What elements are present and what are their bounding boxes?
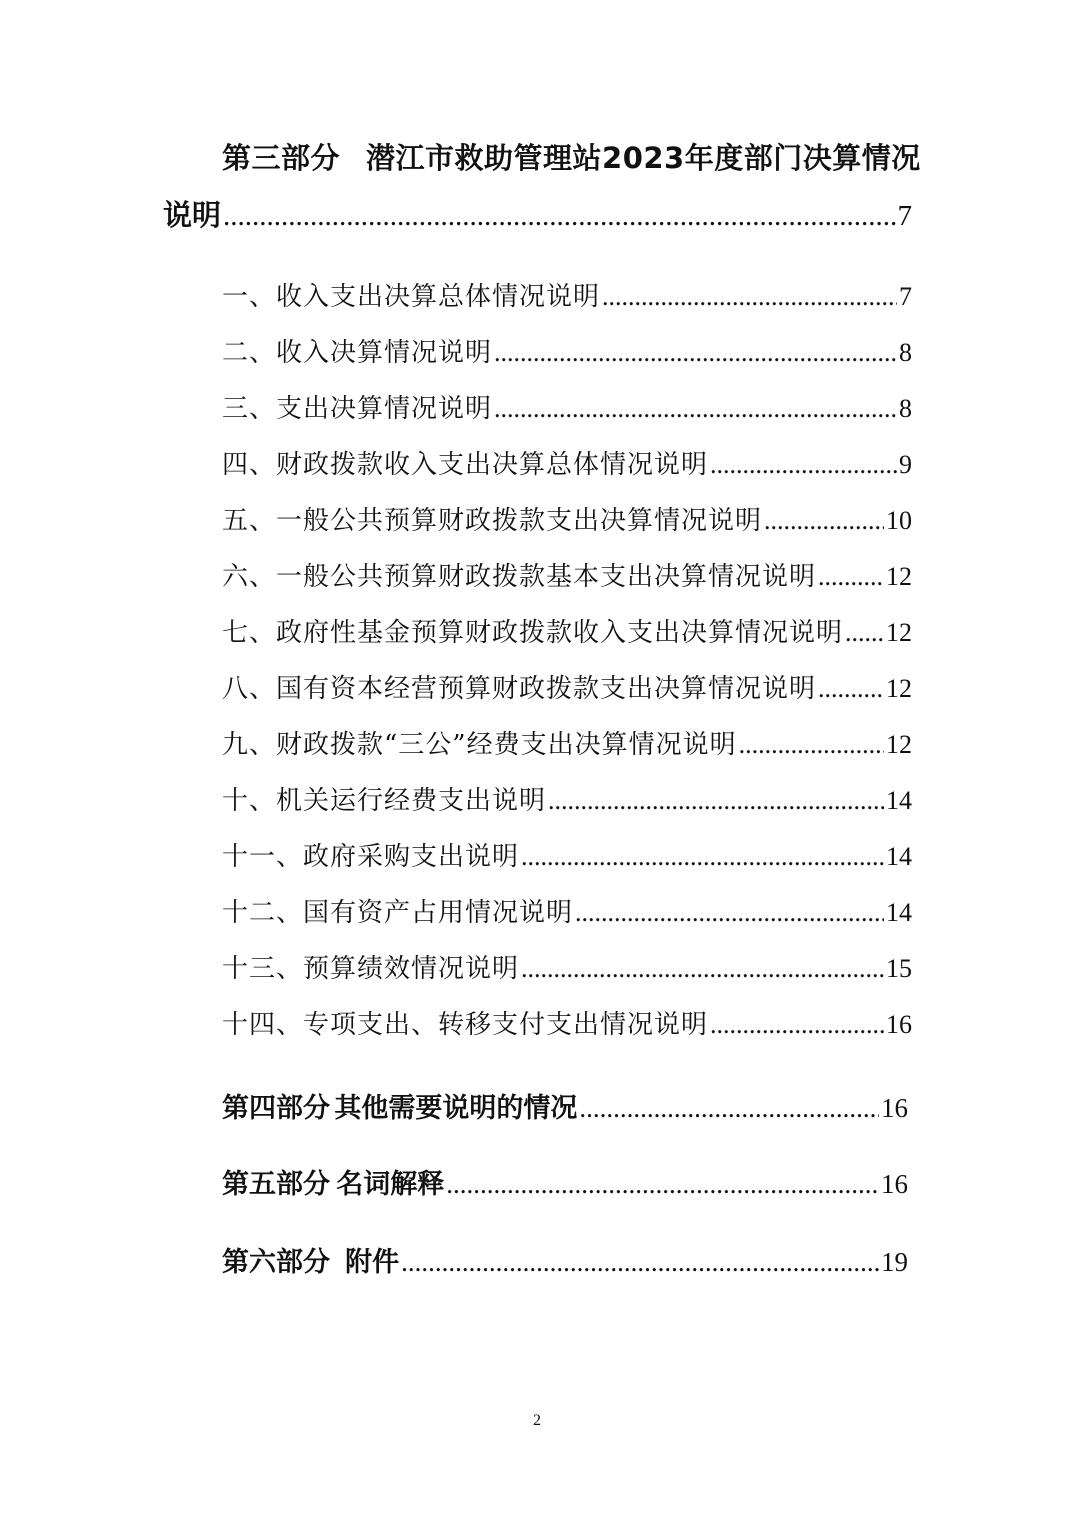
toc-entry[interactable] xyxy=(222,780,912,820)
toc-entry-page: 15 xyxy=(886,954,912,983)
toc-entry[interactable] xyxy=(222,444,912,484)
dot-leader xyxy=(521,954,884,984)
part4-label: 第四部分 xyxy=(222,1093,330,1124)
toc-entry-label: 四、财政拨款收入支出决算总体情况说明 xyxy=(222,450,709,480)
toc-entry-label: 三、支出决算情况说明 xyxy=(222,394,493,424)
dot-leader xyxy=(401,1247,879,1278)
toc-entry-page: 14 xyxy=(886,842,912,871)
toc-entry-label: 十二、国有资产占用情况说明 xyxy=(222,898,574,928)
toc-entry[interactable] xyxy=(222,892,912,932)
part3-title: 潜江市救助管理站2023年度部门决算情况 xyxy=(366,141,921,175)
toc-part4-heading[interactable] xyxy=(222,1086,908,1128)
toc-entry[interactable] xyxy=(222,276,912,316)
toc-entry-page: 12 xyxy=(886,618,912,647)
toc-entry[interactable] xyxy=(222,332,912,372)
dot-leader xyxy=(710,450,897,480)
toc-entry-label: 二、收入决算情况说明 xyxy=(222,338,493,368)
toc-entry-label: 七、政府性基金预算财政拨款收入支出决算情况说明 xyxy=(222,618,844,648)
dot-leader xyxy=(845,618,884,648)
dot-leader xyxy=(710,1010,884,1040)
toc-entry-label: 十三、预算绩效情况说明 xyxy=(222,954,520,984)
toc-entry-label: 十四、专项支出、转移支付支出情况说明 xyxy=(222,1010,709,1040)
toc-entry-page: 7 xyxy=(899,282,912,311)
part6-label: 第六部分 xyxy=(222,1247,330,1278)
dot-leader xyxy=(521,842,884,872)
part3-title-continued: 说明 xyxy=(163,198,222,232)
footer-page-number: 2 xyxy=(533,1412,541,1429)
toc-entry[interactable] xyxy=(222,836,912,876)
part6-title: 附件 xyxy=(345,1247,400,1278)
part3-label: 第三部分 xyxy=(222,141,341,175)
part6-page-number: 19 xyxy=(881,1247,908,1277)
toc-entry[interactable] xyxy=(222,668,912,708)
toc-entry-label: 九、财政拨款“三公”经费支出决算情况说明 xyxy=(222,730,737,760)
toc-entry-page: 12 xyxy=(886,730,912,759)
dot-leader xyxy=(818,562,884,592)
toc-part3-heading-continued[interactable] xyxy=(163,193,912,234)
part5-title: 名词解释 xyxy=(336,1169,445,1200)
part4-title: 其他需要说明的情况 xyxy=(334,1093,578,1124)
dot-leader xyxy=(602,282,897,312)
dot-leader xyxy=(446,1169,879,1200)
part5-label: 第五部分 xyxy=(222,1169,330,1200)
toc-part6-heading[interactable] xyxy=(222,1240,908,1282)
dot-leader xyxy=(494,394,897,424)
toc-entry-page: 12 xyxy=(886,562,912,591)
toc-entry-label: 五、一般公共预算财政拨款支出决算情况说明 xyxy=(222,506,763,536)
toc-entry-page: 14 xyxy=(886,786,912,815)
toc-entry[interactable] xyxy=(222,388,912,428)
toc-part3-heading[interactable] xyxy=(222,136,921,177)
dot-leader xyxy=(818,674,884,704)
toc-entry-label: 十一、政府采购支出说明 xyxy=(222,842,520,872)
toc-entry-page: 8 xyxy=(899,338,912,367)
toc-part5-heading[interactable] xyxy=(222,1162,908,1204)
dot-leader xyxy=(579,1093,879,1124)
toc-entry[interactable] xyxy=(222,1004,912,1044)
toc-entry[interactable] xyxy=(222,948,912,988)
toc-entry-page: 10 xyxy=(886,506,912,535)
dot-leader xyxy=(739,730,884,760)
toc-entry[interactable] xyxy=(222,724,912,764)
toc-entry-label: 六、一般公共预算财政拨款基本支出决算情况说明 xyxy=(222,562,817,592)
toc-entry-page: 14 xyxy=(886,898,912,927)
toc-entry-page: 12 xyxy=(886,674,912,703)
dot-leader xyxy=(223,200,895,233)
part3-page-number: 7 xyxy=(897,200,912,232)
part5-page-number: 16 xyxy=(881,1169,908,1199)
dot-leader xyxy=(548,786,884,816)
part4-page-number: 16 xyxy=(881,1093,908,1123)
dot-leader xyxy=(575,898,884,928)
toc-entry-label: 八、国有资本经营预算财政拨款支出决算情况说明 xyxy=(222,674,817,704)
dot-leader xyxy=(494,338,897,368)
toc-entry-page: 8 xyxy=(899,394,912,423)
toc-entry-label: 一、收入支出决算总体情况说明 xyxy=(222,282,601,312)
toc-entry[interactable] xyxy=(222,500,912,540)
toc-entry[interactable] xyxy=(222,556,912,596)
toc-entry[interactable] xyxy=(222,612,912,652)
dot-leader xyxy=(764,506,884,536)
toc-entry-page: 16 xyxy=(886,1010,912,1039)
toc-entry-page: 9 xyxy=(899,450,912,479)
toc-entry-label: 十、机关运行经费支出说明 xyxy=(222,786,547,816)
